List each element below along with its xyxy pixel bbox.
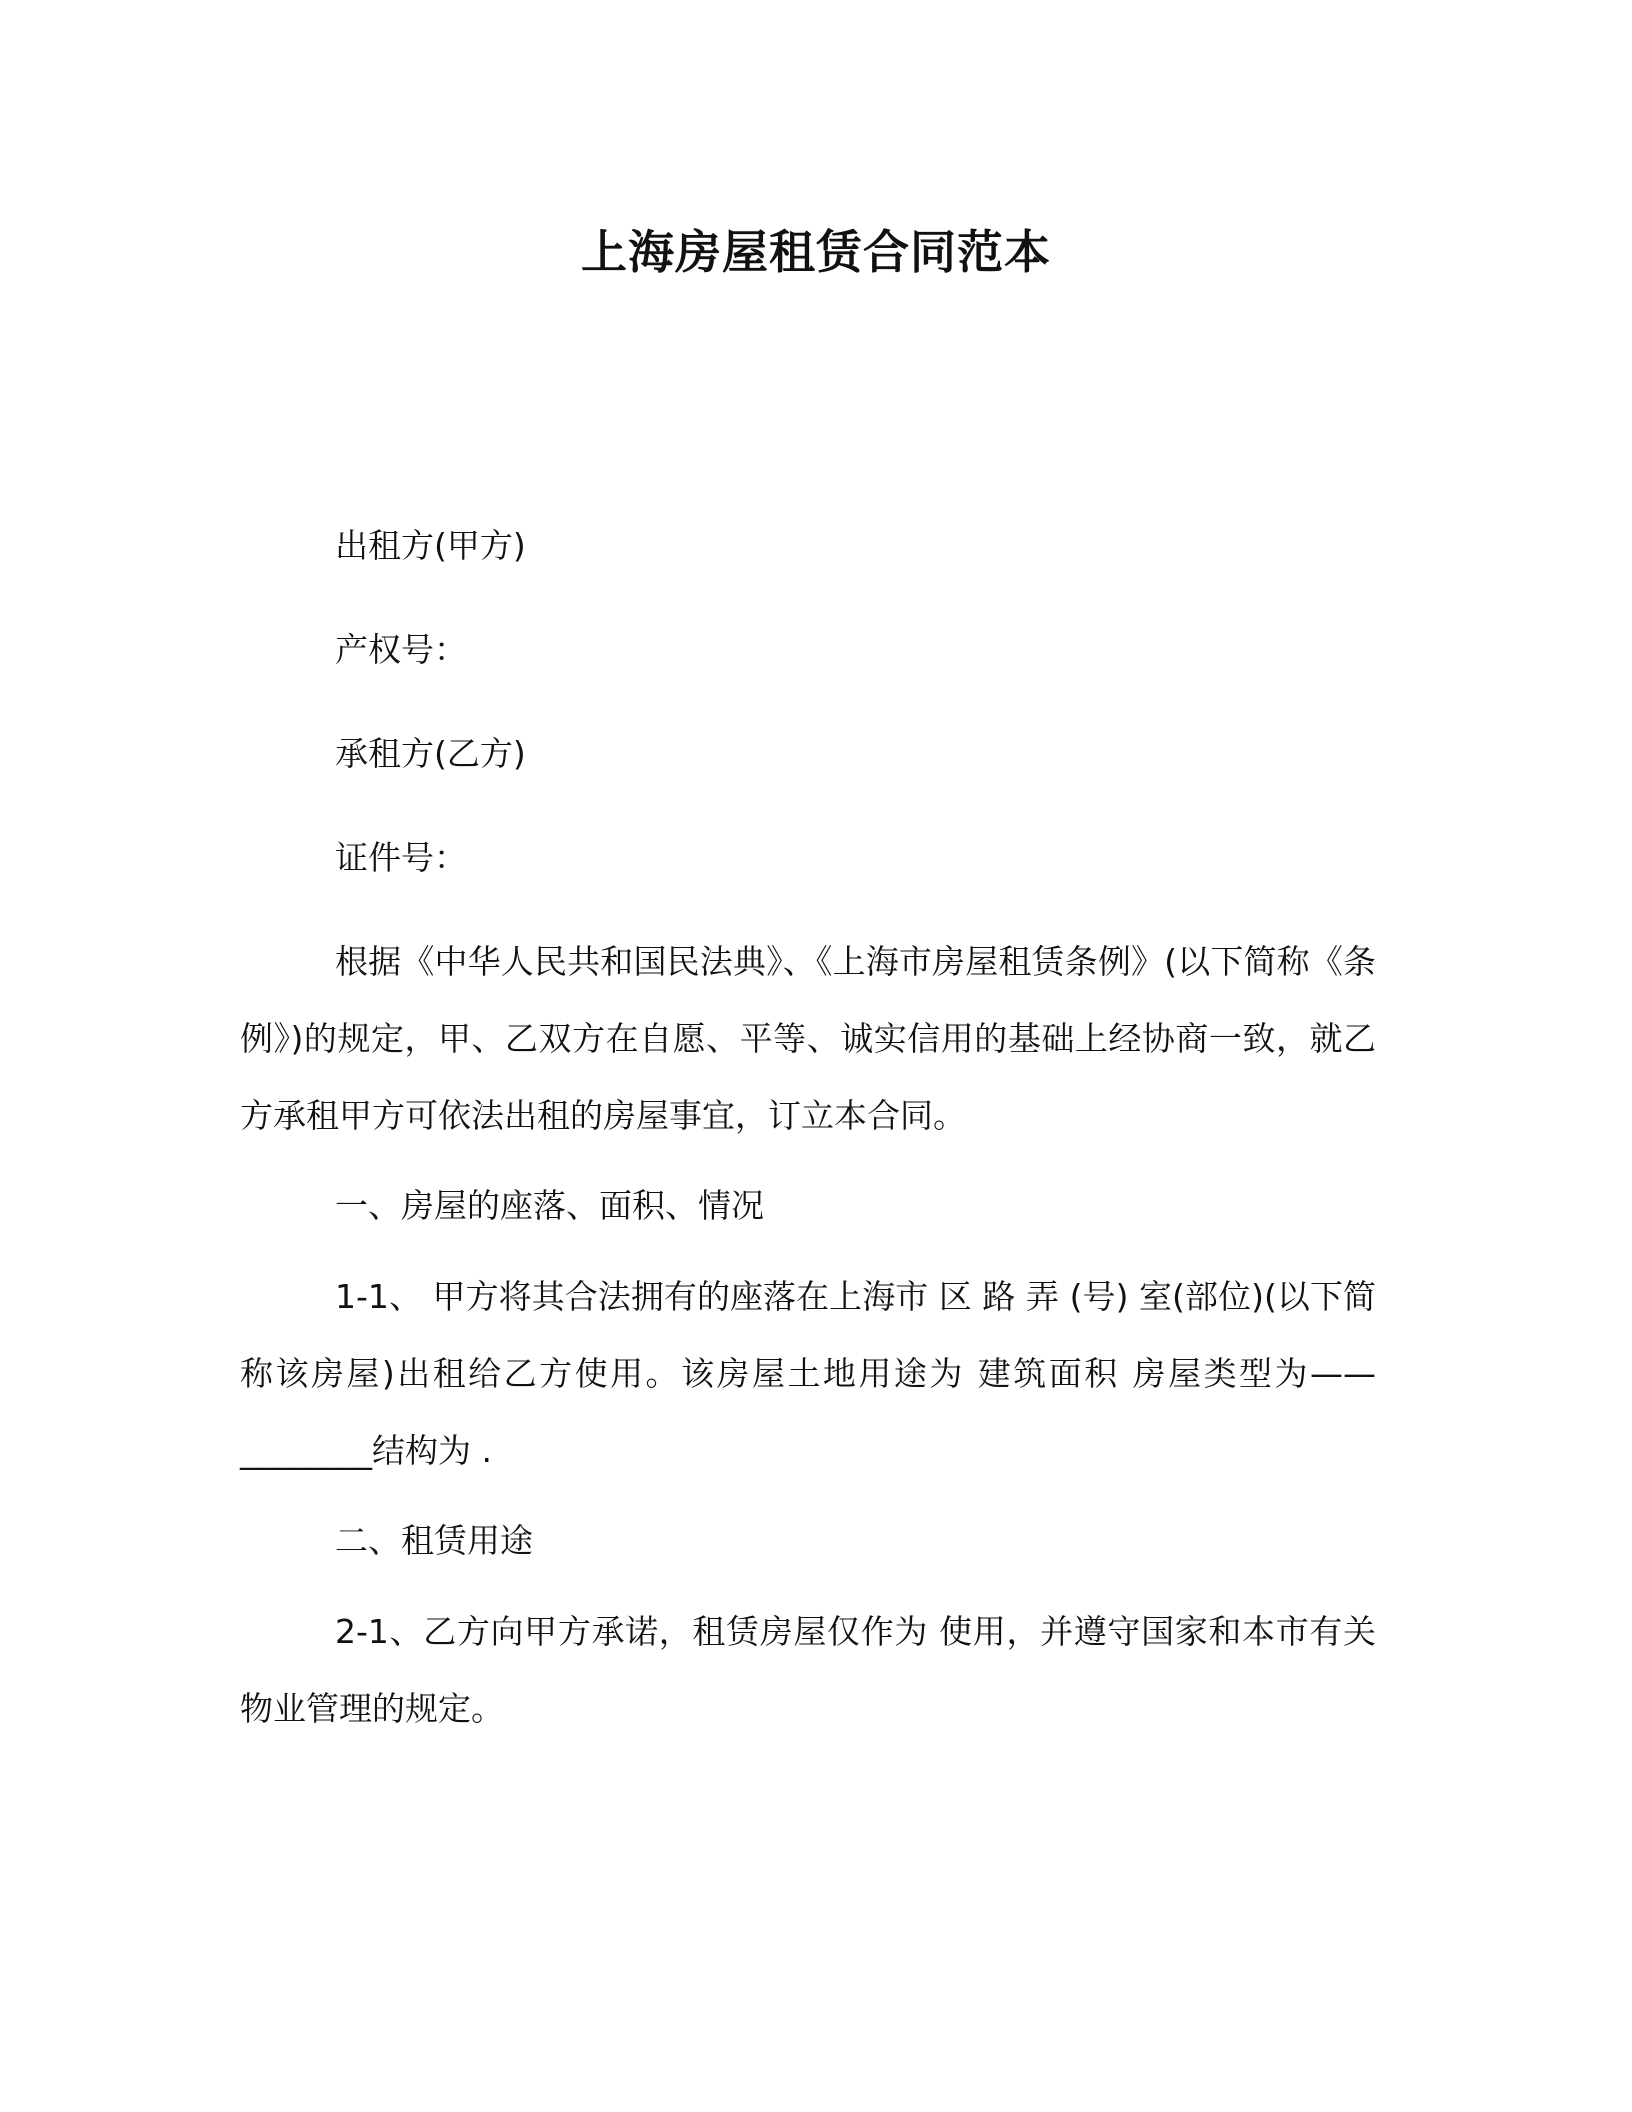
id-number-field: 证件号：	[335, 838, 467, 877]
lessee-field: 承租方(乙方)	[335, 734, 526, 773]
intro-paragraph: 根据《中华人民共和国民法典》、《上海市房屋租赁条例》(以下简称《条例》)的规定，甲、乙双方在自愿、平等、诚实信用的基础上经协商一致，就乙方承租甲方可依法出租的房屋事宜，订立本合同。	[240, 942, 1376, 1135]
section-1-heading: 一、房屋的座落、面积、情况	[335, 1186, 764, 1225]
lessor-field: 出租方(甲方)	[335, 526, 526, 565]
clause-1-1: 1-1、 甲方将其合法拥有的座落在上海市 区 路 弄 (号) 室(部位)(以下简称该房屋)出租给乙方使用。该房屋土地用途为 建筑面积 房屋类型为——________结构为 .	[240, 1277, 1376, 1470]
document-body	[240, 494, 1376, 1747]
section-2-heading: 二、租赁用途	[335, 1521, 533, 1560]
property-right-number-field: 产权号：	[335, 630, 467, 669]
clause-2-1: 2-1、乙方向甲方承诺，租赁房屋仅作为 使用，并遵守国家和本市有关物业管理的规定。	[240, 1612, 1376, 1728]
document-title: 上海房屋租赁合同范本	[581, 225, 1051, 279]
